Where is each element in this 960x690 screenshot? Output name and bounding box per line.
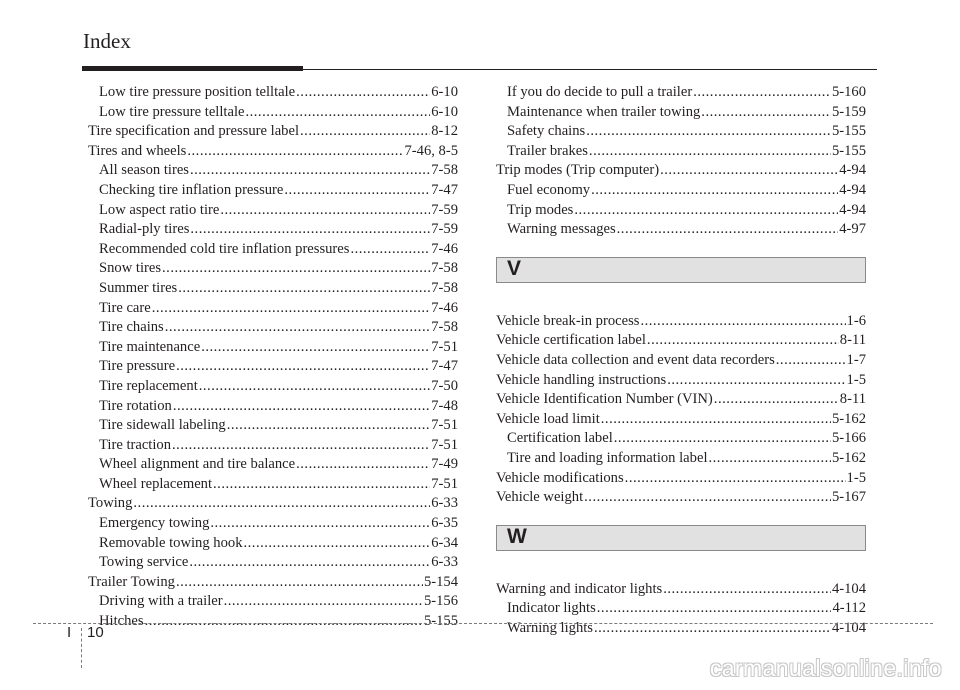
index-entry-page: 5-159 bbox=[831, 103, 866, 120]
index-entry-label: Checking tire inflation pressure bbox=[99, 181, 284, 198]
index-entry-page: 6-10 bbox=[431, 103, 458, 120]
index-entry-page: 1-6 bbox=[846, 312, 866, 329]
index-entry bbox=[88, 377, 458, 397]
index-entry-page: 5-162 bbox=[831, 449, 866, 466]
index-entry-label: Low aspect ratio tire bbox=[99, 201, 220, 218]
footer-vertical-rule bbox=[81, 628, 82, 668]
dot-leader bbox=[173, 397, 430, 417]
dot-leader bbox=[227, 416, 431, 436]
index-entry bbox=[496, 351, 866, 371]
index-entry-label: Trip modes bbox=[507, 201, 574, 218]
index-entry-page: 4-94 bbox=[839, 181, 866, 198]
index-entry-page: 5-162 bbox=[831, 410, 866, 427]
index-column-left bbox=[88, 83, 458, 632]
index-entry-label: Vehicle modifications bbox=[496, 469, 624, 486]
index-entry bbox=[496, 181, 866, 201]
index-entry-label: Vehicle handling instructions bbox=[496, 371, 667, 388]
index-entry-label: Vehicle certification label bbox=[496, 332, 646, 349]
index-column-right bbox=[496, 83, 866, 638]
dot-leader bbox=[701, 103, 831, 123]
dot-leader bbox=[133, 494, 430, 514]
index-entry-page: 7-51 bbox=[431, 417, 458, 434]
dot-leader bbox=[660, 161, 838, 181]
index-entry bbox=[496, 83, 866, 103]
index-entry-label: Fuel economy bbox=[507, 181, 591, 198]
index-entry-page: 7-58 bbox=[431, 260, 458, 277]
dot-leader bbox=[220, 201, 430, 221]
index-entry bbox=[88, 612, 458, 632]
index-entry-page: 1-5 bbox=[846, 469, 866, 486]
index-entry bbox=[88, 299, 458, 319]
index-entry bbox=[88, 553, 458, 573]
index-entry-page: 4-104 bbox=[831, 619, 866, 636]
dot-leader bbox=[190, 161, 430, 181]
index-entry-label: Tire chains bbox=[99, 319, 164, 336]
dot-leader bbox=[614, 429, 831, 449]
index-entry bbox=[88, 201, 458, 221]
index-entry-page: 8-11 bbox=[839, 391, 866, 408]
index-entry-page: 7-48 bbox=[431, 397, 458, 414]
index-entry-label: Tire specification and pressure label bbox=[88, 123, 300, 140]
index-entry-page: 7-47 bbox=[431, 181, 458, 198]
dot-leader bbox=[178, 279, 430, 299]
index-entry-page: 6-35 bbox=[431, 515, 458, 532]
index-entry-label: Snow tires bbox=[99, 260, 162, 277]
dot-leader bbox=[165, 318, 431, 338]
index-entry-page: 7-58 bbox=[431, 319, 458, 336]
index-entry bbox=[496, 201, 866, 221]
index-entry-page: 1-5 bbox=[846, 371, 866, 388]
index-entry-page: 8-12 bbox=[431, 123, 458, 140]
index-entry-page: 7-46 bbox=[431, 240, 458, 257]
index-entry-page: 4-94 bbox=[839, 201, 866, 218]
index-entry-page: 7-47 bbox=[431, 358, 458, 375]
index-entry bbox=[496, 469, 866, 489]
index-entry bbox=[88, 181, 458, 201]
header-rule-thin bbox=[303, 69, 877, 70]
index-entry bbox=[88, 259, 458, 279]
dot-leader bbox=[714, 390, 839, 410]
index-entry bbox=[496, 161, 866, 181]
dot-leader bbox=[176, 357, 430, 377]
index-entry bbox=[496, 122, 866, 142]
index-entry bbox=[496, 580, 866, 600]
index-entry bbox=[88, 103, 458, 123]
index-entry-page: 4-104 bbox=[831, 580, 866, 597]
index-entry-label: Trailer Towing bbox=[88, 573, 175, 590]
index-entry bbox=[496, 312, 866, 332]
dot-leader bbox=[284, 181, 430, 201]
index-entry-label: Driving with a trailer bbox=[99, 593, 223, 610]
index-entry-label: Low tire pressure position telltale bbox=[99, 84, 296, 100]
index-entry bbox=[88, 592, 458, 612]
index-list-w bbox=[496, 580, 866, 639]
section-header-w bbox=[496, 525, 866, 551]
dot-leader bbox=[213, 475, 430, 495]
dot-leader bbox=[601, 410, 831, 430]
dot-leader bbox=[589, 142, 831, 162]
index-entry-page: 5-155 bbox=[423, 613, 458, 630]
index-entry-label: Towing service bbox=[99, 554, 189, 571]
index-entry bbox=[88, 122, 458, 142]
section-letter-v: V bbox=[507, 256, 522, 280]
dot-leader bbox=[296, 455, 430, 475]
header-rule-thick bbox=[82, 66, 303, 71]
index-entry-page: 5-166 bbox=[831, 430, 866, 447]
index-entry bbox=[496, 410, 866, 430]
index-entry-label: Tires and wheels bbox=[88, 142, 187, 159]
index-entry bbox=[496, 429, 866, 449]
index-entry-label: Wheel alignment and tire balance bbox=[99, 456, 296, 473]
index-entry-label: Tire sidewall labeling bbox=[99, 417, 226, 434]
dot-leader bbox=[594, 619, 831, 639]
index-entry bbox=[496, 599, 866, 619]
page-title: Index bbox=[83, 29, 131, 53]
index-entry-label: Safety chains bbox=[507, 123, 586, 140]
dot-leader bbox=[591, 181, 838, 201]
dot-leader bbox=[210, 514, 430, 534]
dot-leader bbox=[663, 580, 831, 600]
index-entry-label: Wheel replacement bbox=[99, 475, 213, 492]
index-entry bbox=[88, 494, 458, 514]
index-entry-label: If you do decide to pull a trailer bbox=[507, 84, 693, 100]
dot-leader bbox=[176, 573, 423, 593]
dot-leader bbox=[162, 259, 430, 279]
index-entry bbox=[88, 220, 458, 240]
dot-leader bbox=[145, 612, 423, 632]
index-entry-label: Maintenance when trailer towing bbox=[507, 103, 701, 120]
index-entry bbox=[496, 220, 866, 240]
index-entry bbox=[88, 357, 458, 377]
index-entry-label: Warning messages bbox=[507, 221, 616, 238]
dot-leader bbox=[245, 103, 430, 123]
index-entry-label: Tire pressure bbox=[99, 358, 176, 375]
index-entry bbox=[88, 397, 458, 417]
index-entry bbox=[496, 142, 866, 162]
index-entry-page: 5-154 bbox=[423, 573, 458, 590]
index-entry-page: 5-155 bbox=[831, 123, 866, 140]
dot-leader bbox=[190, 220, 430, 240]
index-entry-page: 7-50 bbox=[431, 377, 458, 394]
index-entry-page: 5-160 bbox=[831, 84, 866, 100]
watermark: carmanualsonline.info bbox=[709, 655, 942, 681]
index-entry-page: 7-51 bbox=[431, 475, 458, 492]
index-entry-label: Radial-ply tires bbox=[99, 221, 190, 238]
index-entry-label: Vehicle data collection and event data recorders bbox=[496, 351, 775, 368]
index-entry-label: Tire rotation bbox=[99, 397, 172, 414]
index-entry-label: Trailer brakes bbox=[507, 142, 588, 159]
index-entry-label: Indicator lights bbox=[507, 600, 596, 617]
dot-leader bbox=[693, 83, 831, 103]
index-entry-label: Tire and loading information label bbox=[507, 449, 708, 466]
index-entry-label: Low tire pressure telltale bbox=[99, 103, 245, 120]
dot-leader bbox=[189, 553, 430, 573]
index-entry bbox=[88, 534, 458, 554]
index-entry-page: 4-97 bbox=[839, 221, 866, 238]
index-entry-page: 6-34 bbox=[431, 534, 458, 551]
dot-leader bbox=[201, 338, 430, 358]
dot-leader bbox=[640, 312, 845, 332]
index-entry bbox=[88, 338, 458, 358]
index-entry-page: 5-167 bbox=[831, 489, 866, 506]
index-entry-page: 7-49 bbox=[431, 456, 458, 473]
dot-leader bbox=[625, 469, 846, 489]
index-entry-label: Tire replacement bbox=[99, 377, 198, 394]
dot-leader bbox=[586, 122, 831, 142]
index-entry-label: Vehicle break-in process bbox=[496, 312, 640, 329]
index-entry-label: Vehicle load limit bbox=[496, 410, 600, 427]
index-entry-page: 7-59 bbox=[431, 201, 458, 218]
index-entry-label: Emergency towing bbox=[99, 515, 210, 532]
index-entry-page: 6-33 bbox=[431, 495, 458, 512]
dot-leader bbox=[647, 331, 839, 351]
dot-leader bbox=[584, 488, 831, 508]
dot-leader bbox=[296, 83, 430, 103]
index-entry bbox=[88, 240, 458, 260]
index-entry-label: Certification label bbox=[507, 430, 613, 447]
index-entry-label: Summer tires bbox=[99, 279, 178, 296]
dot-leader bbox=[172, 436, 430, 456]
index-entry-page: 1-7 bbox=[846, 351, 866, 368]
index-entry-page: 7-58 bbox=[431, 162, 458, 179]
dot-leader bbox=[574, 201, 838, 221]
index-entry-label: Tire care bbox=[99, 299, 151, 316]
index-entry bbox=[496, 449, 866, 469]
dot-leader bbox=[667, 371, 845, 391]
index-entry-label: Vehicle weight bbox=[496, 489, 584, 506]
index-entry bbox=[88, 475, 458, 495]
dot-leader bbox=[187, 142, 403, 162]
section-header-v bbox=[496, 257, 866, 283]
index-entry bbox=[496, 371, 866, 391]
index-entry-page: 4-112 bbox=[832, 600, 866, 617]
footer-section-letter: I bbox=[67, 624, 72, 641]
index-entry-label: Warning lights bbox=[507, 619, 593, 636]
index-entry-label: Warning and indicator lights bbox=[496, 580, 663, 597]
index-entry bbox=[88, 142, 458, 162]
index-entry-label: All season tires bbox=[99, 162, 189, 179]
index-entry-page: 7-46 bbox=[431, 299, 458, 316]
index-entry-label: Hitches bbox=[99, 613, 144, 630]
index-entry-label: Trip modes (Trip computer) bbox=[496, 162, 660, 179]
index-entry bbox=[496, 619, 866, 639]
index-entry bbox=[88, 83, 458, 103]
footer-dashed-rule bbox=[33, 623, 933, 624]
dot-leader bbox=[617, 220, 839, 240]
index-entry bbox=[496, 488, 866, 508]
index-entry bbox=[88, 514, 458, 534]
dot-leader bbox=[709, 449, 831, 469]
index-entry-label: Vehicle Identification Number (VIN) bbox=[496, 391, 713, 408]
index-entry bbox=[496, 103, 866, 123]
index-entry bbox=[88, 436, 458, 456]
index-entry-page: 8-11 bbox=[839, 332, 866, 349]
index-entry-page: 7-46, 8-5 bbox=[404, 142, 458, 159]
index-list-v bbox=[496, 312, 866, 508]
dot-leader bbox=[244, 534, 431, 554]
index-entry-page: 7-51 bbox=[431, 338, 458, 355]
index-entry-page: 5-155 bbox=[831, 142, 866, 159]
index-entry bbox=[88, 573, 458, 593]
dot-leader bbox=[300, 122, 430, 142]
index-list-right-top bbox=[496, 83, 866, 240]
index-entry-page: 7-58 bbox=[431, 279, 458, 296]
dot-leader bbox=[350, 240, 430, 260]
dot-leader bbox=[597, 599, 832, 619]
index-entry-page: 6-33 bbox=[431, 554, 458, 571]
index-entry-label: Tire traction bbox=[99, 436, 172, 453]
index-entry bbox=[88, 279, 458, 299]
index-entry-page: 7-51 bbox=[431, 436, 458, 453]
index-entry-page: 4-94 bbox=[839, 162, 866, 179]
index-entry bbox=[496, 331, 866, 351]
index-entry-label: Tire maintenance bbox=[99, 338, 201, 355]
footer-page-number: 10 bbox=[87, 624, 104, 641]
dot-leader bbox=[776, 351, 846, 371]
index-entry-label: Removable towing hook bbox=[99, 534, 243, 551]
section-letter-w: W bbox=[507, 524, 527, 548]
dot-leader bbox=[152, 299, 431, 319]
dot-leader bbox=[199, 377, 430, 397]
index-entry-page: 5-156 bbox=[423, 593, 458, 610]
index-entry bbox=[88, 455, 458, 475]
index-entry bbox=[496, 390, 866, 410]
index-entry bbox=[88, 416, 458, 436]
index-entry-label: Towing bbox=[88, 495, 133, 512]
dot-leader bbox=[224, 592, 423, 612]
index-entry-page: 6-10 bbox=[431, 84, 458, 100]
index-entry bbox=[88, 318, 458, 338]
index-entry-page: 7-59 bbox=[431, 221, 458, 238]
index-entry-label: Recommended cold tire inflation pressures bbox=[99, 240, 350, 257]
index-entry bbox=[88, 161, 458, 181]
